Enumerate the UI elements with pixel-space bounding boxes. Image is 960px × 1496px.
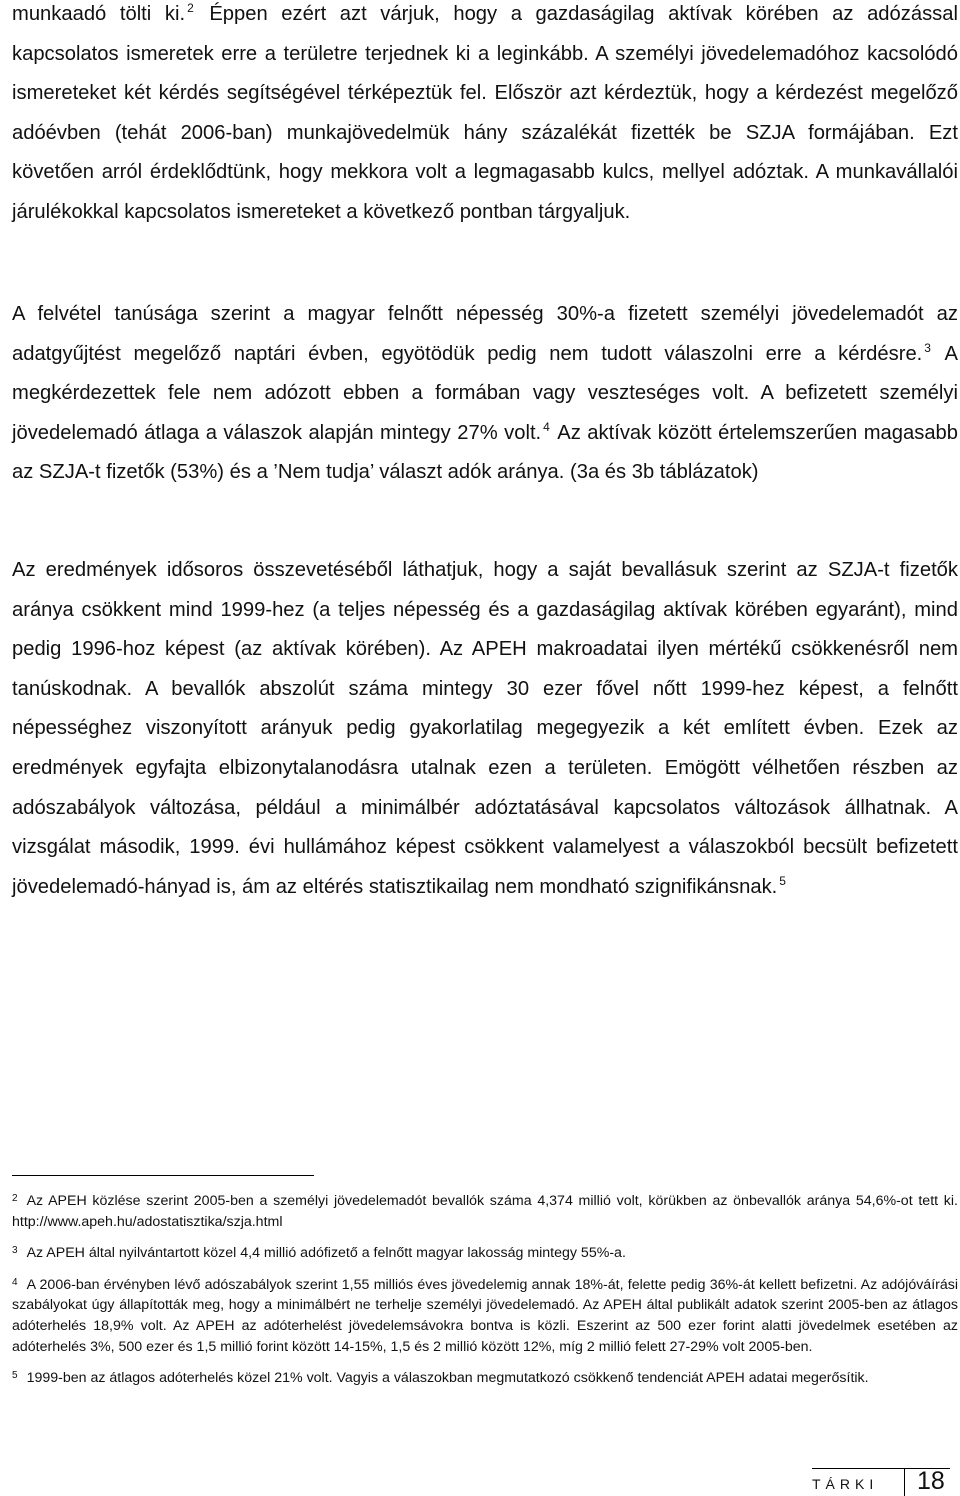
footer-divider [904, 1468, 905, 1496]
page-number: 18 [917, 1467, 945, 1495]
body-paragraph-2 [12, 295, 958, 493]
footnote-3 [12, 1241, 958, 1264]
body-paragraph-3 [12, 551, 958, 907]
footnote-ref-4[interactable]: 4 [543, 419, 550, 434]
footnote-text: Az APEH közlése szerint 2005-ben a személyi jövedelemadót bevallók száma 4,374 millió volt, körükben az önbevallók aránya 54,6%-ot tett ki. http://www.apeh.hu/adostatisztika/szja.html [12, 1193, 958, 1230]
footnote-separator [12, 1175, 314, 1176]
paragraph-1-text-b: Éppen ezért azt várjuk, hogy a gazdaságilag aktívak körében az adózással kapcsolatos ismeretek erre a területre terjednek ki a leginkább. A személyi jövedelemadóhoz kacsolódó ismereteket két kérdés segítségével térképeztük fel. Először azt kérdeztük, hogy a kérdezést megelőző adóévben (tehát 2006-ban) munkajövedelmük hány százalékát fizették be SZJA formájában. Ezt követően arról érdeklődtünk, hogy mekkora volt a legmagasabb kulcs, mellyel adóztak. A munkavállalói járulékokkal kapcsolatos ismereteket a következő pontban tárgyaljuk. [12, 3, 958, 223]
footnote-text: A 2006-ban érvényben lévő adószabályok szerint 1,55 milliós éves jövedelemig annak 18%-át, felette pedig 36%-át kellett befizetni. Az adójóváírási szabályokat úgy állapították meg, hogy a minimálbért ne terhelje személyi jövedelemadó. Az APEH által publikált adatok szerint 2005-ben az átlagos adóterhelés 18,9% volt. Az APEH az adóterhelést jövedelemsávokra bontva is közli. Eszerint az 500 ezer forint alatti jövedelmek esetében az adóterhelés 3%, 500 ezer és 1,5 millió forint között 14-15%, 1,5 és 2 millió között 12%, míg 2 millió felett 27-29% volt 2005-ben. [12, 1276, 958, 1355]
paragraph-2-text-a: A felvétel tanúsága szerint a magyar felnőtt népesség 30%-a fizetett személyi jövedelemadót az adatgyűjtést megelőző naptári évben, egyötödük pedig nem tudott válaszolni erre a kérdésre. [12, 303, 958, 365]
footnote-text: 1999-ben az átlagos adóterhelés közel 21% volt. Vagyis a válaszokban megmutatkozó csökkenő tendenciát APEH adatai megerősítik. [26, 1370, 869, 1387]
footnote-4 [12, 1273, 958, 1357]
footnote-number: 5 [12, 1370, 18, 1382]
footnote-ref-5[interactable]: 5 [779, 873, 786, 888]
footnote-ref-3[interactable]: 3 [924, 340, 931, 355]
footnotes [12, 1189, 958, 1398]
footnote-text: Az APEH által nyilvántartott közel 4,4 millió adófizető a felnőtt magyar lakosság mintegy 55%-a. [26, 1245, 626, 1262]
footnote-2 [12, 1189, 958, 1232]
paragraph-2-text-c: Az aktívak között értelemszerűen magasabb az SZJA-t fizetők (53%) és a ’Nem tudja’ választ adók aránya. (3a és 3b táblázatok) [12, 421, 959, 484]
footnote-number: 3 [12, 1245, 18, 1257]
body-paragraph-1 [12, 0, 958, 233]
paragraph-2-text-b: A megkérdezettek fele nem adózott ebben a formában vagy veszteséges volt. A befizetett személyi jövedelemadó átlaga a válaszok alapján mintegy 27% volt. [12, 342, 958, 444]
footer-brand: TÁRKI [812, 1476, 879, 1492]
footnote-5 [12, 1366, 958, 1389]
footnote-number: 4 [12, 1276, 18, 1288]
footnote-ref-2[interactable]: 2 [187, 1, 194, 15]
paragraph-3-text-a: Az eredmények idősoros összevetéséből láthatjuk, hogy a saját bevallásuk szerint az SZJA-t fizetők aránya csökkent mind 1999-hez (a teljes népesség és a gazdaságilag aktívak körében egyaránt), mind pedig 1996-hoz képest (az aktívak körében). Az APEH makroadatai ilyen mértékű csökkenésről nem tanúskodnak. A bevallók abszolút száma mintegy 30 ezer fővel nőtt 1999-hez képest, a felnőtt népességhez viszonyított arányuk pedig gyakorlatilag megegyezik a két említett évben. Ezek az eredmények egyfajta elbizonytalanodásra utalnak ezen a területen. Emögött vélhetően részben az adószabályok változása, például a minimálbér adóztatásával kapcsolatos változások állhatnak. A vizsgálat második, 1999. évi hullámához képest csökkent valamelyest a válaszokból becsült befizetett jövedelemadó-hányad is, ám az eltérés statisztikailag nem mondható szignifikánsnak. [12, 559, 958, 898]
paragraph-1-text-a: munkaadó tölti ki. [12, 3, 186, 25]
footnote-number: 2 [12, 1193, 18, 1204]
